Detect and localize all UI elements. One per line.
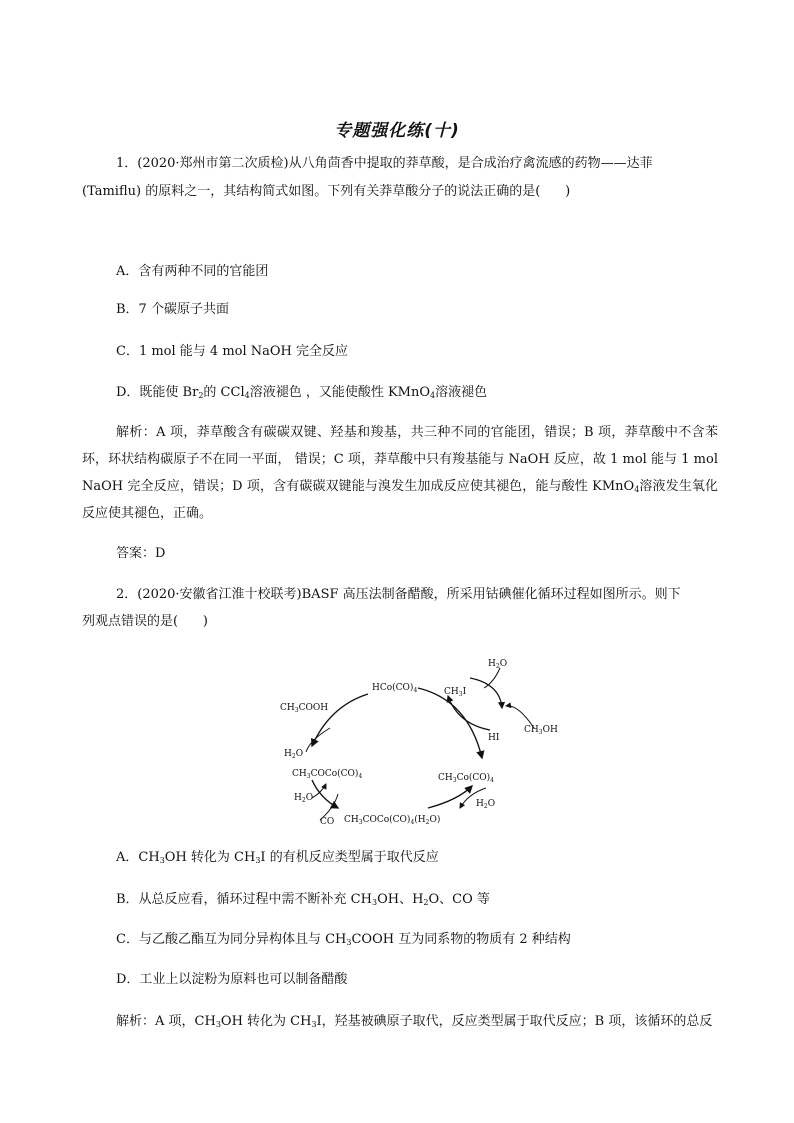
- q1-stem-line2: (Tamiflu) 的原料之一，其结构简式如图。下列有关莽草酸分子的说法正确的是( ): [82, 184, 571, 199]
- q2-analysis-sub1: 3: [215, 1020, 221, 1029]
- q1-option-d-sub-ccl: 4: [244, 391, 250, 400]
- side-arrow-ch3cooh: [306, 728, 330, 752]
- label-h2o-right: $H_2O$: [476, 799, 496, 810]
- q2-option-b: [116, 890, 718, 910]
- q2-option-c: [116, 930, 718, 950]
- label-h2o-top: $H_2O$: [488, 659, 508, 670]
- q1-analysis-part2: 溶液发生氧化反应使其褪色，正确。: [82, 479, 718, 521]
- q1-option-d-part2: 的 CCl: [203, 385, 245, 400]
- cycle-arrow-bottom-right: [428, 786, 472, 808]
- label-methyl-cobalt: $CH_3Co(CO)_4$: [438, 773, 494, 784]
- q1-option-d-sub-mno: 4: [430, 391, 436, 400]
- q2-option-c-part1: C．与乙酸乙酯互为同分异构体且与 CH: [116, 932, 347, 947]
- q2-option-a: [116, 848, 718, 868]
- q2-option-c-part2: COOH 互为同系物的物质有 2 种结构: [351, 932, 571, 947]
- q1-option-d-part1: D．既能使 Br: [116, 385, 199, 400]
- label-hi: HI: [488, 733, 500, 743]
- q2-option-d: D．工业上以淀粉为原料也可以制备醋酸: [116, 972, 348, 987]
- q2-option-b-part2: OH、H: [377, 892, 424, 907]
- q1-answer: 答案：D: [116, 546, 166, 561]
- q2-analysis-part1: 解析：A 项，CH: [116, 1014, 216, 1029]
- q1-option-d-sub-br: 2: [198, 391, 204, 400]
- cycle-arrow-top-left: [312, 694, 368, 746]
- q2-option-a-part2: OH 转化为 CH: [164, 850, 256, 865]
- q2-option-b-sub1: 3: [371, 898, 378, 907]
- q2-option-b-part3: O、CO 等: [428, 892, 490, 907]
- label-h2o-bottom-left: $H_2O$: [294, 793, 314, 804]
- q2-stem-line1: 2．(2020·安徽省江淮十校联考)BASF 高压法制备醋酸，所采用钴碘催化循环过程如图所示。则下: [116, 587, 681, 602]
- q1-option-a: A．含有两种不同的官能团: [116, 264, 269, 279]
- label-h2o-left: $H_2O$: [284, 749, 304, 760]
- q1-analysis-sub: 4: [634, 485, 640, 494]
- label-acyl-cobalt-water: $CH_3COCo(CO)_4(H_2O)$: [344, 815, 441, 826]
- q2-option-a-part3: I 的有机反应类型属于取代反应: [260, 850, 439, 865]
- cycle-arrow-top-right: [418, 688, 482, 758]
- loop-arrow-top: [470, 678, 502, 708]
- q2-option-b-part1: B．从总反应看，循环过程中需不断补充 CH: [116, 892, 372, 907]
- q2-analysis-part2: OH 转化为 CH: [220, 1014, 312, 1029]
- q1-option-d-part4: 溶液褪色: [435, 385, 488, 400]
- q2-analysis-sub2: 3: [311, 1020, 317, 1029]
- loop-arrow-h2o: [484, 668, 500, 688]
- q2-stem-line2: 列观点错误的是( ): [82, 614, 208, 629]
- label-ch3i: $CH_3I$: [444, 687, 467, 698]
- q1-option-c: C．1 mol 能与 4 mol NaOH 完全反应: [116, 344, 349, 359]
- q1-option-b: B．7 个碳原子共面: [116, 302, 229, 317]
- label-hco-co4: $HCo(CO)_4$: [372, 683, 418, 694]
- q2-option-a-part1: A．CH: [116, 850, 160, 865]
- q2-option-a-sub2: 3: [255, 856, 261, 865]
- q2-option-b-sub2: 2: [423, 898, 429, 907]
- q1-option-d-part3: 溶液褪色 ，又能使酸性 KMnO: [249, 385, 431, 400]
- q2-option-a-sub1: 3: [159, 856, 165, 865]
- q1-analysis: [82, 419, 718, 527]
- q1-stem-line1: 1．(2020·郑州市第二次质检)从八角茴香中提取的莽草酸，是合成治疗禽流感的药物——达菲: [116, 156, 653, 171]
- page-title: 专题强化练(十): [334, 121, 460, 141]
- q1-analysis-part1: 解析：A 项，莽草酸含有碳碳双键、羟基和羧基，共三种不同的官能团，错误；B 项，莽草酸中不含苯环，环状结构碳原子不在同一平面， 错误；C 项，莽草酸中只有羧基能与 NaOH 反应，故 1 mol 能与 1 mol NaOH 完全反应，错误；D 项，含有碳碳双键能与溴发生加成反应使其褪色，能与酸性 KMnO: [82, 425, 718, 494]
- q1-option-d: [116, 383, 718, 403]
- label-acyl-cobalt: $CH_3COCo(CO)_4$: [292, 769, 363, 780]
- label-co: CO: [320, 817, 335, 827]
- q2-analysis: [116, 1012, 718, 1032]
- label-ch3cooh: $CH_3COOH$: [280, 703, 329, 714]
- catalytic-cycle-diagram: [268, 648, 568, 833]
- q2-analysis-part3: I，羟基被碘原子取代，反应类型属于取代反应；B 项，该循环的总反: [316, 1014, 713, 1029]
- label-ch3oh: $CH_3OH$: [524, 725, 558, 736]
- q2-option-c-sub: 3: [346, 938, 352, 947]
